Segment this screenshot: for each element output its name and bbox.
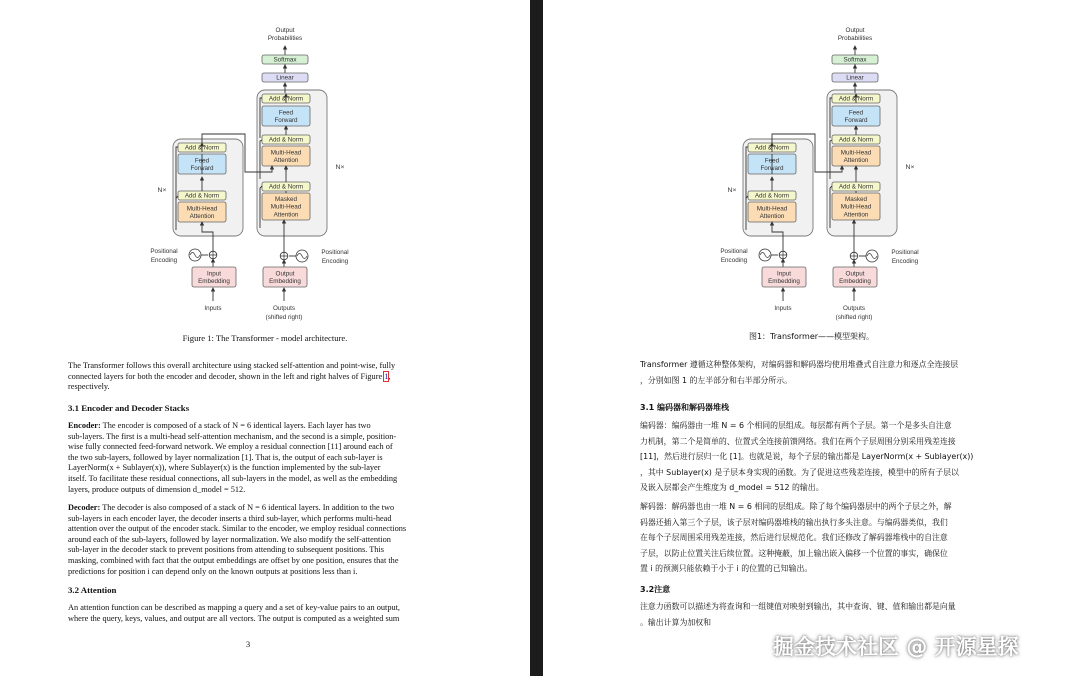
intro-line-3: respectively.	[68, 382, 110, 392]
decoder-paragraph: Decoder: The decoder is also composed of a stack of N = 6 identical layers. In addition to the two sub-layers in each encoder layer, the decoder inserts a third sub-layer, which performs multi-head attention over the output of the encoder stack. Similar to the encoder, we employ residual connections around each of the sub-layers, followed by layer normalization. We also modify the self-attention sub-layer in the decoder stack to prevent positions from attending to subsequent positions. This masking, combined with fact that the output embeddings are offset by one position, ensures that the predictions for position i can depend only on the known outputs at positions less than i.	[68, 503, 407, 576]
feed-forward-box-label: Feed	[764, 157, 780, 165]
outputs-label: (shifted right)	[265, 314, 303, 321]
intro-paragraph: Transformer 遵循这种整体架构，对编码器和解码器均使用堆叠式自注意力和逐点全连接层 ，分别如图 1 的左半部分和右半部分所示。	[640, 360, 959, 385]
decoder-nx-label: N×	[905, 164, 915, 171]
linear-box-label: Linear	[276, 74, 294, 82]
positional-encoding-label: Encoding	[150, 257, 178, 264]
feed-forward-box-label: Forward	[760, 165, 784, 172]
feed-forward-box-label: Forward	[190, 165, 214, 172]
section-3-1-heading: 3.1 编码器和解码器堆栈	[640, 403, 729, 412]
feed-forward-box-label: Feed	[278, 109, 294, 117]
input-embedding-box-label: Embedding	[768, 278, 800, 285]
output-embedding-box-label: Embedding	[839, 278, 871, 285]
masked-attention-box-label: Attention	[843, 211, 869, 219]
encoder-label: Encoder:	[68, 421, 101, 430]
linear-box-label: Linear	[846, 74, 864, 82]
encoder-nx-label: N×	[157, 187, 167, 194]
multi-head-attention-box-label: Attention	[189, 213, 215, 220]
add-norm-box-label: Add & Norm	[838, 136, 874, 144]
output-embedding-box-label: Embedding	[269, 278, 301, 285]
english-page	[0, 0, 530, 676]
positional-encoding-label: Positional	[321, 249, 349, 256]
softmax-box-label: Softmax	[273, 56, 297, 64]
transformer-diagram	[715, 22, 935, 327]
masked-attention-box-label: Multi-Head	[840, 203, 872, 211]
multi-head-attention-box-label: Attention	[759, 213, 785, 220]
intro-line-1: The Transformer follows this overall architecture using stacked self-attention and point-wise, fully	[68, 361, 396, 370]
output-embedding-box-label: Output	[275, 270, 295, 278]
attention-paragraph: An attention function can be described as mapping a query and a set of key-value pairs to an output, where the query, keys, values, and output are all vectors. The output is computed as a weighted sum	[68, 603, 401, 623]
output-embedding-box-label: Output	[845, 270, 865, 278]
chinese-page	[543, 0, 1080, 676]
section-3-1-heading: 3.1 Encoder and Decoder Stacks	[68, 403, 190, 413]
intro-paragraph: The Transformer follows this overall architecture using stacked self-attention and point-wise, fully connected layers for both the encoder and decoder, shown in the left and right halves of Figure 1, respectively.	[68, 361, 432, 393]
multi-head-attention-box-label: Attention	[843, 157, 869, 164]
output-probabilities-label: Probabilities	[837, 35, 873, 42]
positional-encoding-label: Positional	[891, 249, 919, 256]
transformer-diagram	[145, 22, 365, 327]
add-norm-box-label: Add & Norm	[838, 183, 874, 191]
decoder-paragraph: 解码器：解码器也由一堆 N = 6 相同的层组成。除了每个编码器层中的两个子层之外，解 码器还插入第三个子层，该子层对编码器堆栈的输出执行多头注意。与编码器类似，我们 在每个子层周围采用残差连接，然后进行层规范化。我们还修改了解码器堆栈中的自注意 子层，以防止位置关注后续位置。这种掩蔽，加上输出嵌入偏移一个位置的事实，确保位 置 i 的预测只能依赖于小于 i 的位置的已知输出。	[640, 502, 952, 573]
add-norm-box-label: Add & Norm	[184, 144, 220, 152]
softmax-box-label: Softmax	[843, 56, 867, 64]
attention-paragraph: 注意力函数可以描述为将查询和一组键值对映射到输出，其中查询、键、值和输出都是向量 。输出计算为加权和	[640, 602, 956, 627]
encoder-nx-label: N×	[727, 187, 737, 194]
positional-encoding-label: Positional	[150, 248, 178, 255]
book-spine	[530, 0, 543, 676]
masked-attention-box-label: Masked	[274, 196, 298, 204]
add-norm-box-label: Add & Norm	[754, 192, 790, 200]
figure-1-link[interactable]: 1	[384, 371, 389, 381]
figure-caption: Figure 1: The Transformer - model architecture.	[182, 333, 348, 343]
positional-encoding-label: Encoding	[321, 258, 349, 265]
multi-head-attention-box-label: Attention	[273, 157, 299, 164]
input-embedding-box-label: Input	[206, 270, 222, 278]
decoder-nx-label: N×	[335, 164, 345, 171]
output-probabilities-label: Probabilities	[267, 35, 303, 42]
positional-encoding-label: Encoding	[891, 258, 919, 265]
add-norm-box-label: Add & Norm	[184, 192, 220, 200]
section-3-2-heading: 3.2注意	[640, 585, 671, 594]
input-embedding-box-label: Input	[776, 270, 792, 278]
add-norm-box-label: Add & Norm	[268, 136, 304, 144]
encoder-paragraph: Encoder: The encoder is composed of a stack of N = 6 identical layers. Each layer has two sub-layers. The first is a multi-head self-attention mechanism, and the second is a simple, position- wise fully connected feed-forward network. We employ a residual connection [11] around each of the two sub-layers, followed by layer normalization [1]. That is, the output of each sub-layer is LayerNorm(x + Sublayer(x)), where Sublayer(x) is the function implemented by the sub-layer itself. To facilitate these residual connections, all sub-layers in the model, as well as the embedding layers, produce outputs of dimension d_model = 512.	[68, 421, 398, 494]
output-probabilities-label: Output	[845, 27, 865, 34]
multi-head-attention-box-label: Multi-Head	[186, 205, 218, 213]
multi-head-attention-box-label: Multi-Head	[270, 149, 302, 157]
encoder-paragraph: 编码器：编码器由一堆 N = 6 个相同的层组成。每层都有两个子层。第一个是多头自注意 力机制，第二个是简单的、位置式全连接前馈网络。我们在两个子层周围分别采用残差连接 [11]，然后进行层归一化 [1]。也就是说，每个子层的输出都是 LayerNorm(x + Sublayer(x)) ，其中 Sublayer(x) 是子层本身实现的函数。为了促进这些残差连接，模型中的所有子层以 及嵌入层都会产生维度为 d_model = 512 的输出。	[640, 421, 974, 492]
masked-attention-box-label: Attention	[273, 211, 299, 219]
decoder-label: Decoder:	[68, 503, 101, 512]
section-3-2-heading: 3.2 Attention	[68, 585, 117, 595]
positional-encoding-label: Encoding	[720, 257, 748, 264]
multi-head-attention-box-label: Multi-Head	[840, 149, 872, 157]
add-norm-box-label: Add & Norm	[838, 95, 874, 103]
outputs-label: Outputs	[272, 305, 296, 312]
outputs-label: (shifted right)	[835, 314, 873, 321]
inputs-label: Inputs	[774, 305, 792, 312]
outputs-label: Outputs	[842, 305, 866, 312]
feed-forward-box-label: Feed	[848, 109, 864, 117]
add-norm-box-label: Add & Norm	[268, 183, 304, 191]
add-norm-box-label: Add & Norm	[754, 144, 790, 152]
page-number: 3	[246, 640, 251, 649]
add-norm-box-label: Add & Norm	[268, 95, 304, 103]
feed-forward-box-label: Feed	[194, 157, 210, 165]
input-embedding-box-label: Embedding	[198, 278, 230, 285]
inputs-label: Inputs	[204, 305, 222, 312]
output-probabilities-label: Output	[275, 27, 295, 34]
figure-caption: 图1：Transformer——模型架构。	[748, 332, 875, 341]
masked-attention-box-label: Multi-Head	[270, 203, 302, 211]
feed-forward-box-label: Forward	[274, 117, 298, 124]
positional-encoding-label: Positional	[720, 248, 748, 255]
watermark: 掘金技术社区 @ 开源星探	[773, 635, 1019, 659]
intro-line-2: connected layers for both the encoder and decoder, shown in the left and right halves of Figure	[68, 371, 385, 381]
feed-forward-box-label: Forward	[844, 117, 868, 124]
masked-attention-box-label: Masked	[844, 196, 868, 204]
multi-head-attention-box-label: Multi-Head	[756, 205, 788, 213]
